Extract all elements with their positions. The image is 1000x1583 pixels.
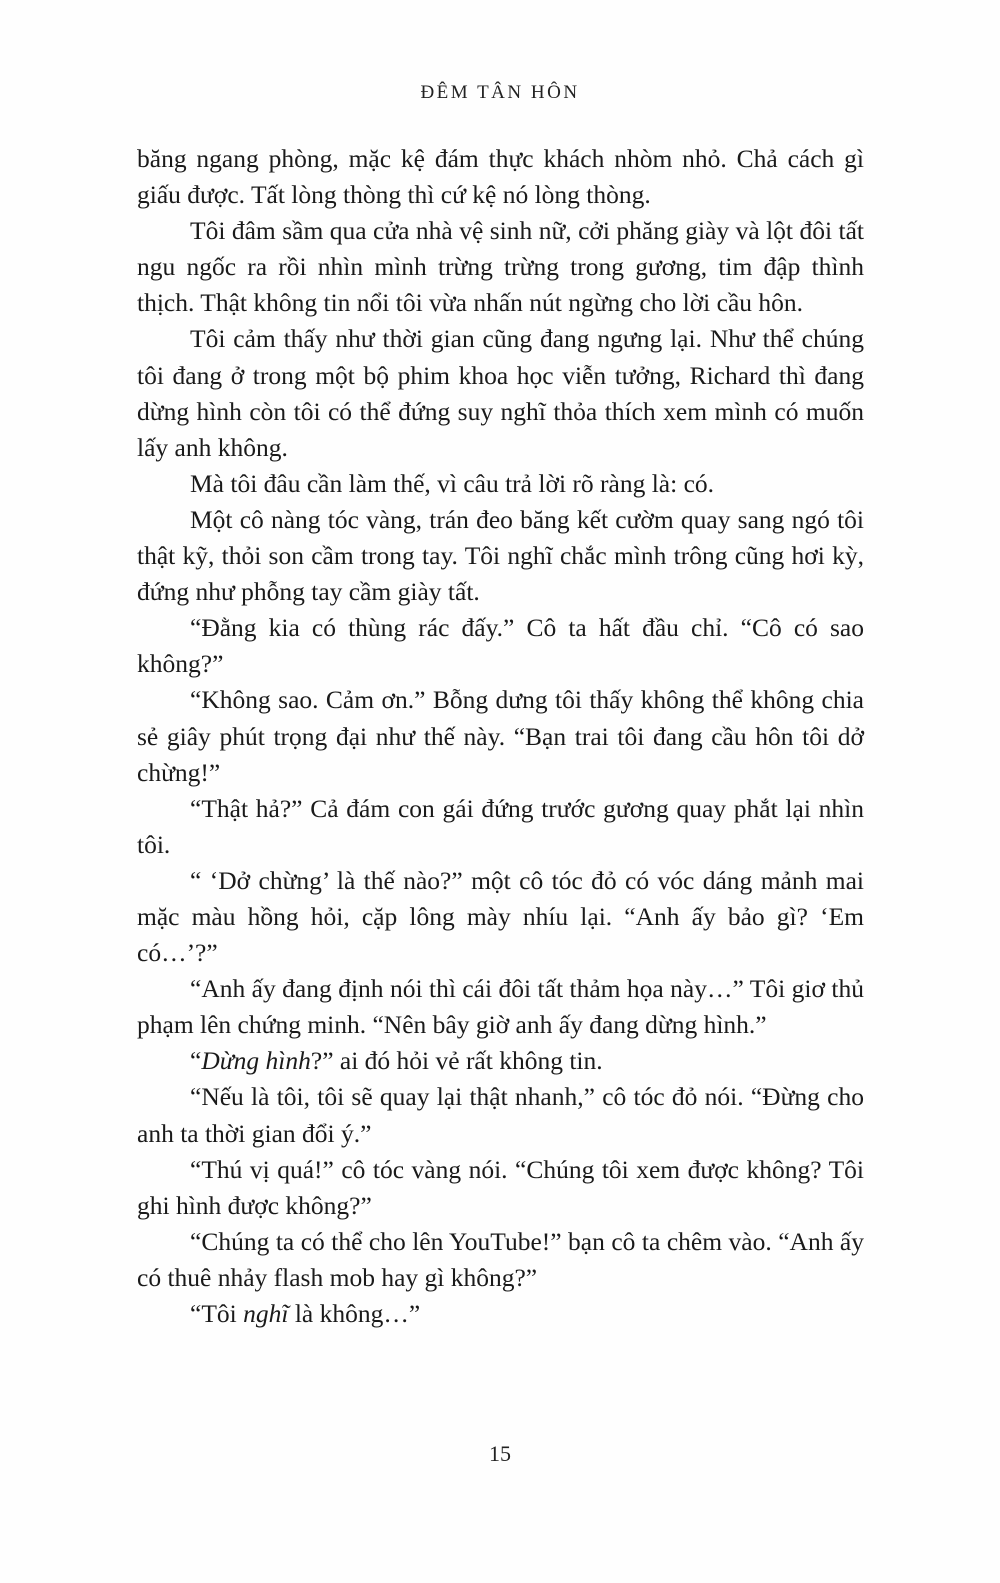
paragraph: “ ‘Dở chừng’ là thế nào?” một cô tóc đỏ có vóc dáng mảnh mai mặc màu hồng hỏi, cặp lông mày nhíu lại. “Anh ấy bảo gì? ‘Em có…’?” — [137, 865, 864, 968]
paragraph-rest: là không…” — [288, 1299, 421, 1328]
italic-word: nghĩ — [243, 1299, 289, 1328]
paragraph-start: “Tôi — [190, 1299, 244, 1328]
paragraph — [137, 1296, 864, 1332]
paragraph: “Không sao. Cảm ơn.” Bỗng dưng tôi thấy không thể không chia sẻ giây phút trọng đại như thế này. “Bạn trai tôi đang cầu hôn tôi dở chừng!” — [137, 685, 864, 787]
paragraph: băng ngang phòng, mặc kệ đám thực khách nhòm nhỏ. Chả cách gì giấu được. Tất lòng thòng thì cứ kệ nó lòng thòng. — [137, 144, 864, 210]
paragraph: Một cô nàng tóc vàng, trán đeo băng kết cườm quay sang ngó tôi thật kỹ, thỏi son cầm trong tay. Tôi nghĩ chắc mình trông cũng hơi kỳ, đứng như phỗng tay cầm giày tất. — [137, 504, 864, 607]
paragraph — [137, 1043, 864, 1079]
paragraph: Tôi đâm sầm qua cửa nhà vệ sinh nữ, cởi phăng giày và lột đôi tất ngu ngốc ra rồi nhìn mình trừng trừng trong gương, tim đập thình thịch. Thật không tin nổi tôi vừa nhấn nút ngừng cho lời cầu hôn. — [137, 216, 864, 318]
page-number: 15 — [489, 1441, 511, 1466]
running-header: ĐÊM TÂN HÔN — [420, 82, 580, 103]
paragraph-rest: ?” ai đó hỏi vẻ rất không tin. — [310, 1046, 603, 1076]
paragraph: Mà tôi đâu cần làm thế, vì câu trả lời rõ ràng là: có. — [190, 468, 715, 498]
paragraph: “Thật hả?” Cả đám con gái đứng trước gương quay phắt lại nhìn tôi. — [137, 793, 864, 859]
paragraph: “Anh ấy đang định nói thì cái đôi tất thảm họa này…” Tôi giơ thủ phạm lên chứng minh. “Nên bây giờ anh ấy đang dừng hình.” — [137, 974, 864, 1040]
paragraph: “Nếu là tôi, tôi sẽ quay lại thật nhanh,” cô tóc đỏ nói. “Đừng cho anh ta thời gian đổi ý.” — [137, 1082, 864, 1148]
paragraph: “Đằng kia có thùng rác đấy.” Cô ta hất đầu chỉ. “Cô có sao không?” — [137, 613, 864, 679]
italic-phrase: Dừng hình — [201, 1046, 311, 1076]
paragraph: Tôi cảm thấy như thời gian cũng đang ngưng lại. Như thể chúng tôi đang ở trong một bộ phim khoa học viễn tưởng, Richard thì đang dừng hình còn tôi có thể đứng suy nghĩ thỏa thích xem mình có muốn lấy anh không. — [137, 324, 864, 462]
paragraph: “Thú vị quá!” cô tóc vàng nói. “Chúng tôi xem được không? Tôi ghi hình được không?” — [137, 1154, 864, 1220]
quote-mark: “ — [190, 1046, 202, 1076]
paragraph: “Chúng ta có thể cho lên YouTube!” bạn cô ta chêm vào. “Anh ấy có thuê nhảy flash mob hay gì không?” — [137, 1226, 864, 1292]
body-text — [137, 141, 864, 1332]
